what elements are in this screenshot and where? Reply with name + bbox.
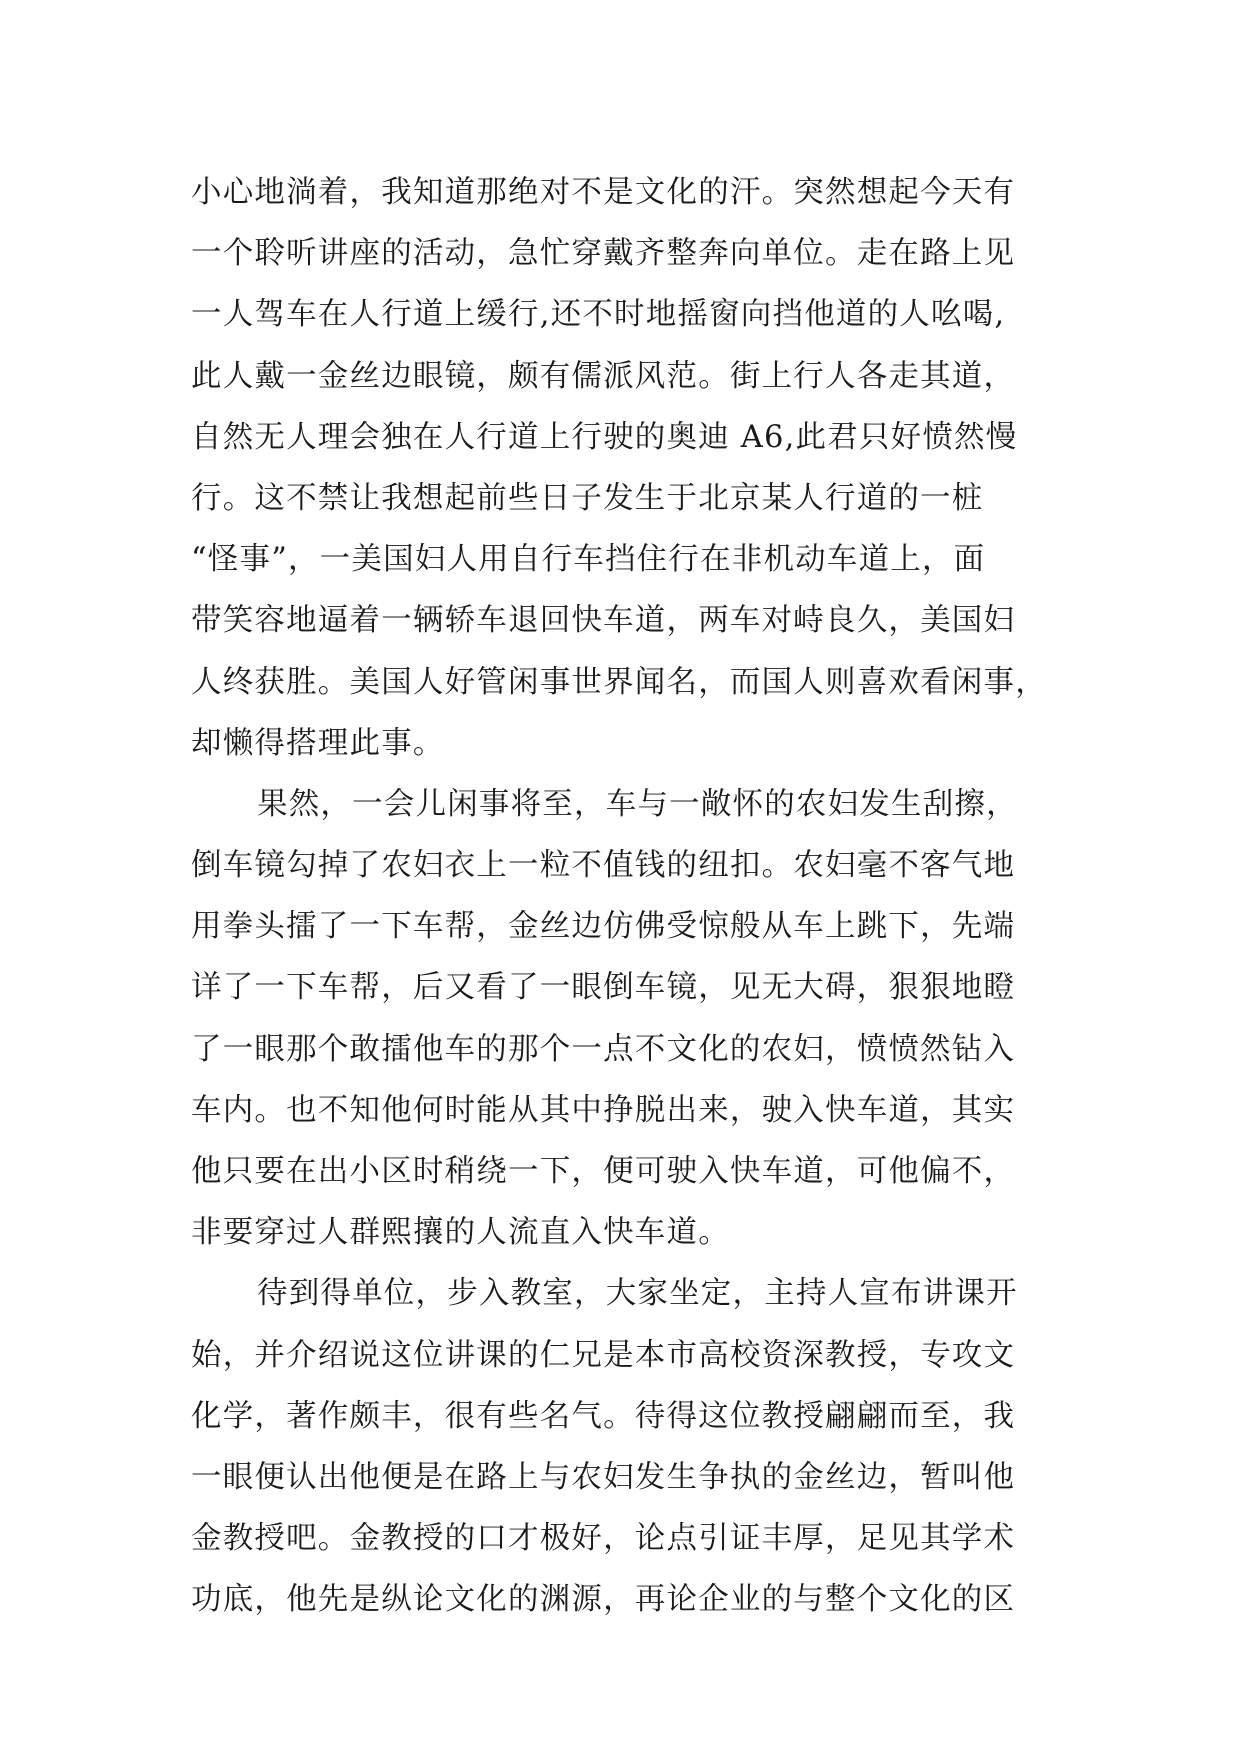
text-line: “怪事”，一美国妇人用自行车挡住行在非机动车道上，面 xyxy=(191,542,986,578)
text-line: 车内。也不知他何时能从其中挣脱出来，驶入快车道，其实 xyxy=(191,1092,1016,1128)
text-line: 用拳头擂了一下车帮，金丝边仿佛受惊般从车上跳下，先端 xyxy=(191,909,1016,945)
paragraph-start-line: 待到得单位，步入教室，大家坐定，主持人宣布讲课开 xyxy=(257,1276,1018,1312)
text-line: 功底，他先是纵论文化的渊源，再论企业的与整个文化的区 xyxy=(191,1582,1016,1618)
text-line: 一人驾车在人行道上缓行,还不时地摇窗向挡他道的人吆喝, xyxy=(191,297,1006,333)
text-line: 他只要在出小区时稍绕一下，便可驶入快车道，可他偏不， xyxy=(191,1154,1016,1189)
text-line: 小心地淌着，我知道那绝对不是文化的汗。突然想起今天有 xyxy=(191,175,1016,210)
text-line: 了一眼那个敢擂他车的那个一点不文化的农妇，愤愤然钻入 xyxy=(191,1031,1016,1067)
text-line: 金教授吧。金教授的口才极好，论点引证丰厚，足见其学术 xyxy=(191,1521,1016,1557)
paragraph-start-line: 果然，一会儿闲事将至，车与一敞怀的农妇发生刮擦， xyxy=(257,786,1018,822)
text-line: 倒车镜勾掉了农妇衣上一粒不值钱的纽扣。农妇毫不客气地 xyxy=(191,848,1016,884)
text-line: 自然无人理会独在人行道上行驶的奥迪 A6,此君只好愤然慢 xyxy=(191,419,1018,455)
text-line: 一个聆听讲座的活动，急忙穿戴齐整奔向单位。走在路上见 xyxy=(191,236,1016,272)
text-line: 详了一下车帮，后又看了一眼倒车镜，见无大碍，狠狠地瞪 xyxy=(191,970,1016,1006)
text-line: 化学，著作颇丰，很有些名气。待得这位教授翩翩而至，我 xyxy=(191,1398,1016,1434)
text-line: 非要穿过人群熙攘的人流直入快车道。 xyxy=(191,1215,730,1251)
text-line: 始，并介绍说这位讲课的仁兄是本市高校资深教授，专攻文 xyxy=(191,1337,1016,1373)
text-line: 行。这不禁让我想起前些日子发生于北京某人行道的一桩 xyxy=(191,480,984,516)
text-line: 人终获胜。美国人好管闲事世界闻名，而国人则喜欢看闲事， xyxy=(191,664,1047,700)
text-line: 此人戴一金丝边眼镜，颇有儒派风范。街上行人各走其道， xyxy=(191,358,1016,394)
text-line: 带笑容地逼着一辆轿车退回快车道，两车对峙良久，美国妇 xyxy=(191,603,1016,639)
text-line: 一眼便认出他便是在路上与农妇发生争执的金丝边，暂叫他 xyxy=(191,1459,1016,1495)
text-line: 却懒得搭理此事。 xyxy=(191,725,445,761)
body-text xyxy=(191,162,1091,1631)
